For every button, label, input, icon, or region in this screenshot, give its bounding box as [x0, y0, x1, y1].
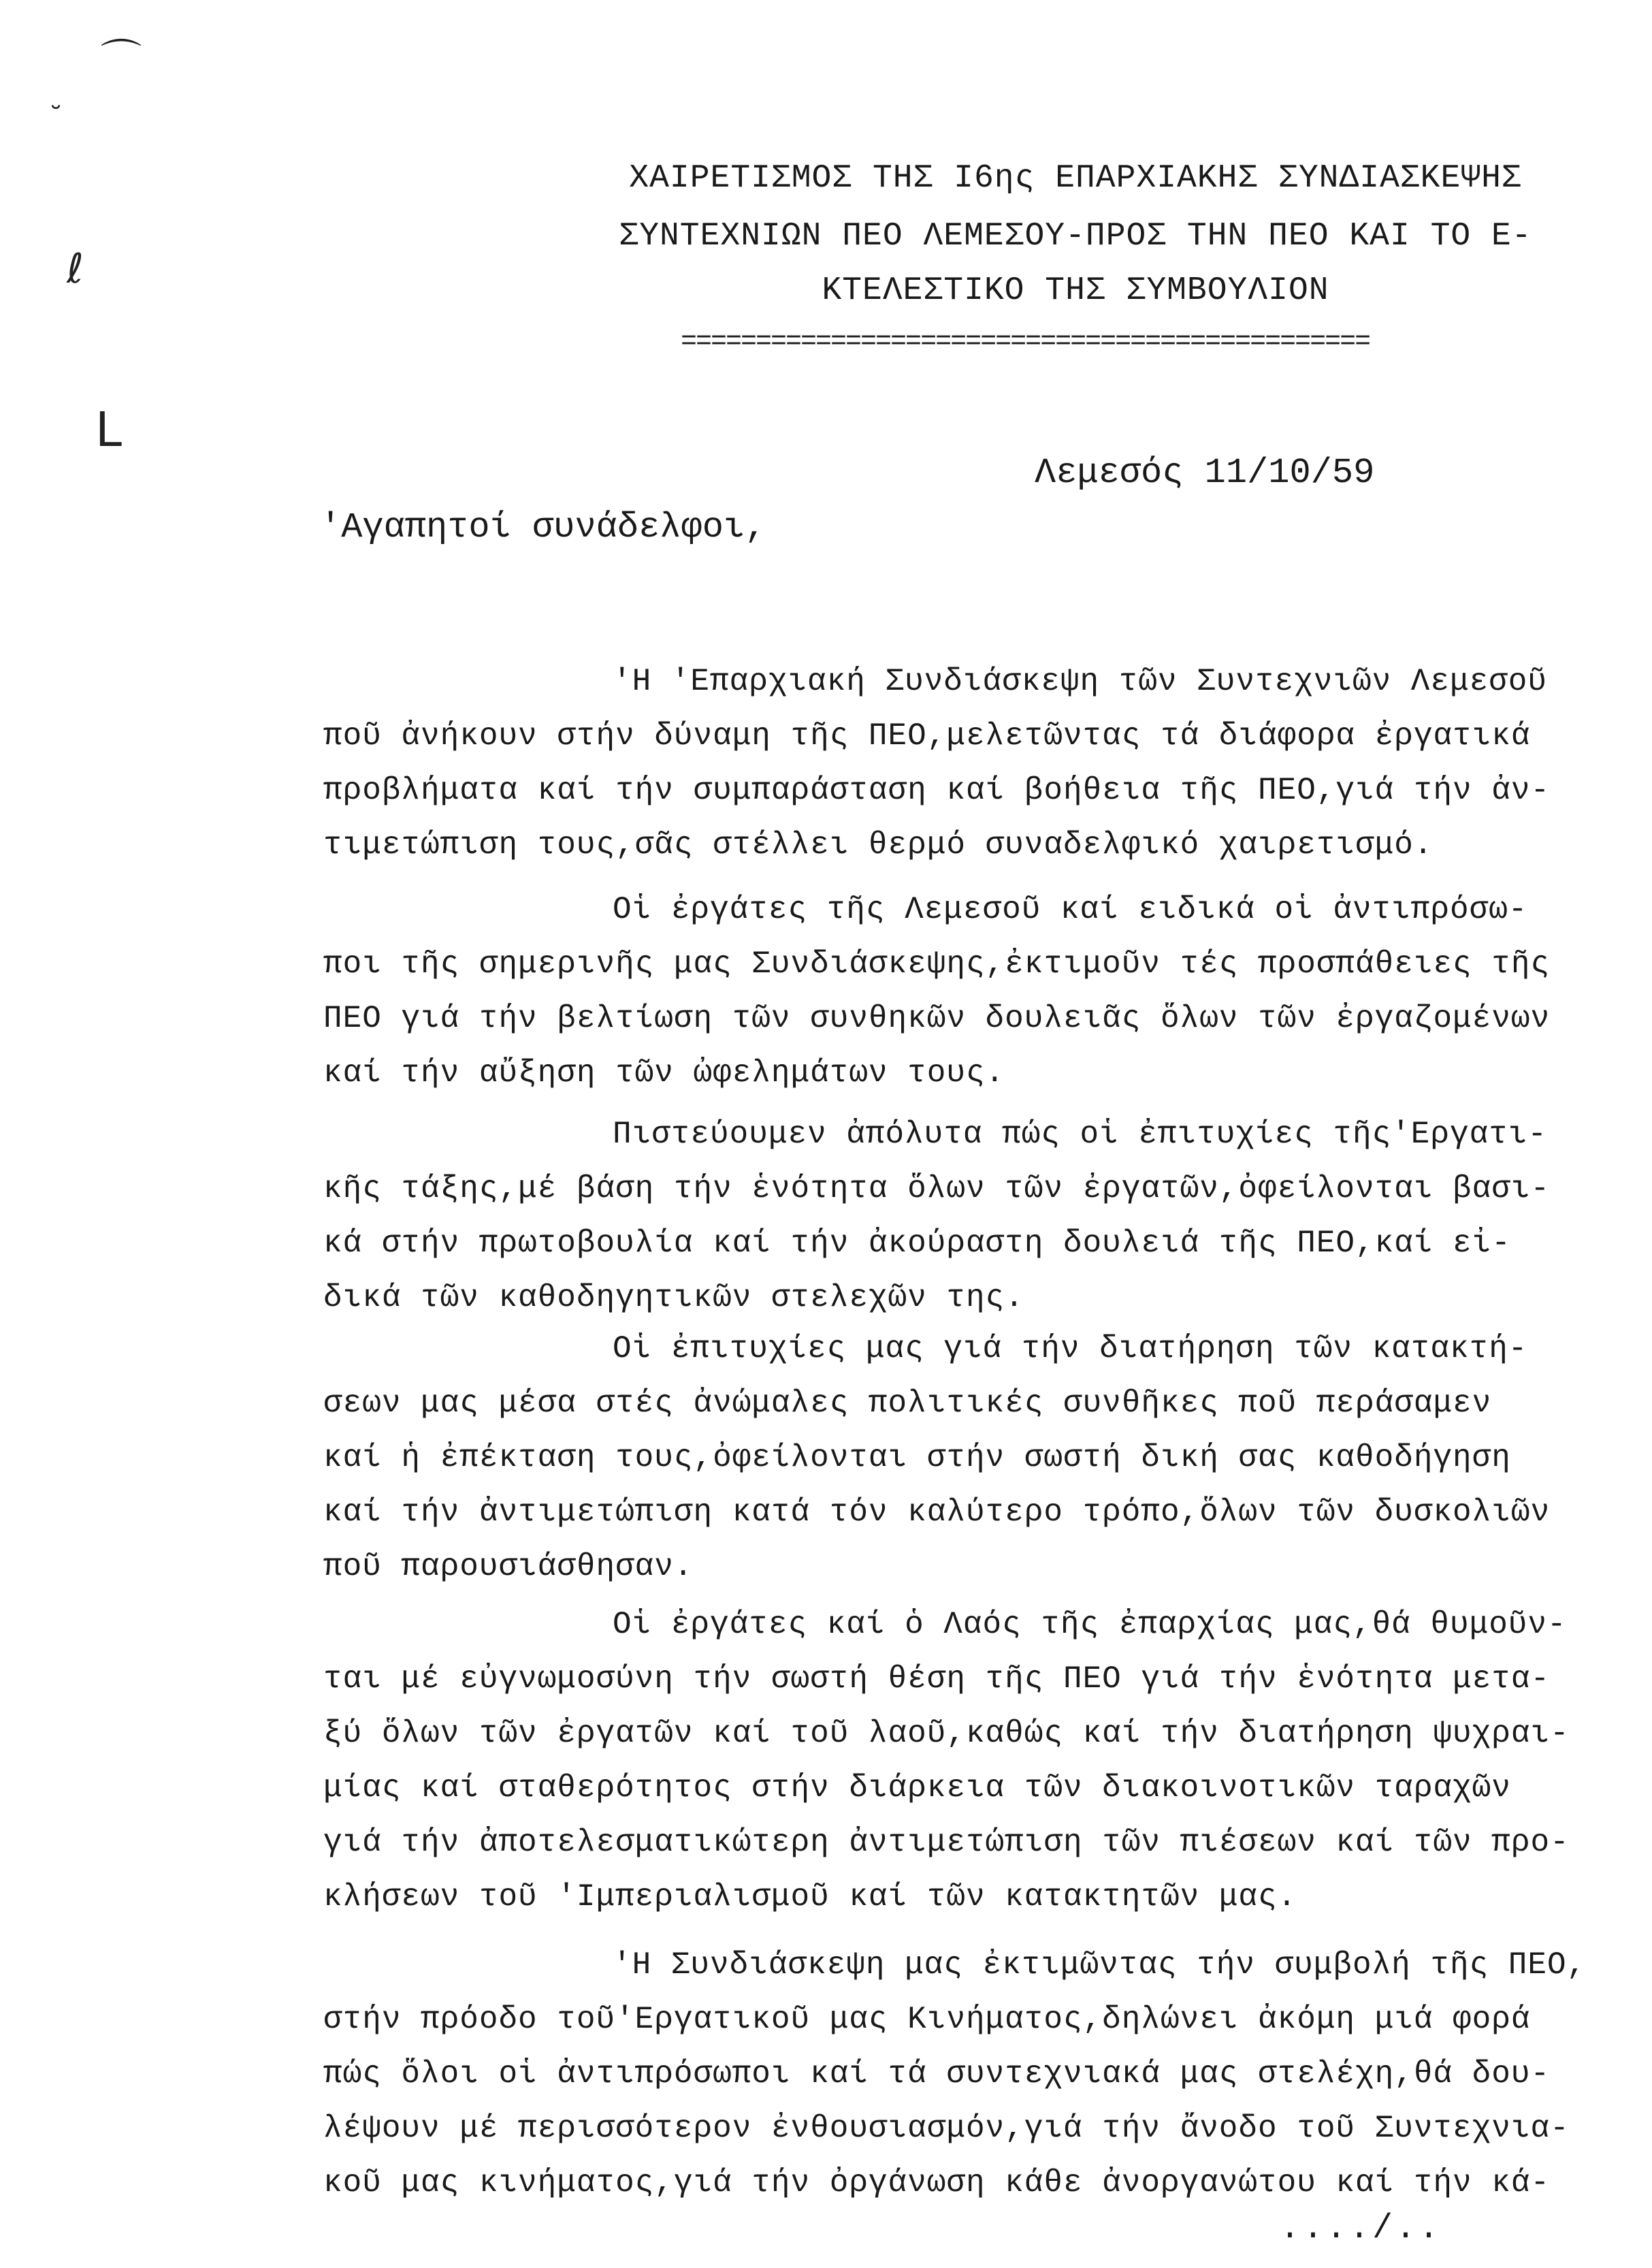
body-line: ξύ ὅλων τῶν ἐργατῶν καί τοῦ λαοῦ,καθώς καί τήν διατήρηση ψυχραι- [323, 1716, 1570, 1751]
body-line: στήν πρόοδο τοῦ'Εργατικοῦ μας Κινήματος,δηλώνει ἀκόμη μιά φορά [323, 2002, 1531, 2037]
body-line: Οἱ ἐργάτες καί ὁ Λαός τῆς ἐπαρχίας μας,θά θυμοῦν- [613, 1607, 1567, 1642]
body-line: προβλήματα καί τήν συμπαράσταση καί βοήθεια τῆς ΠΕΟ,γιά τήν ἀν- [323, 773, 1551, 808]
title-separator: ============================================== [681, 327, 1370, 357]
body-line: λέψουν μέ περισσότερον ἐνθουσιασμόν,γιά τήν ἄνοδο τοῦ Συντεχνια- [323, 2111, 1570, 2146]
body-line: πώς ὅλοι οἱ ἀντιπρόσωποι καί τά συντεχνιακά μας στελέχη,θά δου- [323, 2056, 1551, 2092]
document-title-line: ΧΑΙΡΕΤΙΣΜΟΣ ΤΗΣ Ι6ης ΕΠΑΡΧΙΑΚΗΣ ΣΥΝΔΙΑΣΚΕΨΗΣ [629, 160, 1522, 197]
letter-date: Λεμεσός 11/10/59 [1035, 453, 1375, 493]
body-line: κῆς τάξης,μέ βάση τήν ἑνότητα ὅλων τῶν ἐργατῶν,ὀφείλονται βασι- [323, 1171, 1551, 1207]
margin-mark: ℓ [67, 245, 84, 293]
body-line: σεων μας μέσα στές ἀνώμαλες πολιτικές συνθῆκες ποῦ περάσαμεν [323, 1386, 1492, 1421]
document-title-line: ΚΤΕΛΕΣΤΙΚΟ ΤΗΣ ΣΥΜΒΟΥΛΙΟΝ [822, 272, 1329, 309]
body-line: ποῦ παρουσιάσθησαν. [323, 1549, 694, 1584]
body-line: κά στήν πρωτοβουλία καί τήν ἀκούραστη δουλειά τῆς ΠΕΟ,καί εἰ- [323, 1226, 1511, 1261]
margin-mark: ˘ [49, 102, 63, 133]
body-line: κλήσεων τοῦ 'Ιμπεριαλισμοῦ καί τῶν κατακτητῶν μας. [323, 1879, 1297, 1915]
body-line: δικά τῶν καθοδηγητικῶν στελεχῶν της. [323, 1280, 1024, 1315]
body-line: καί ἡ ἐπέκταση τους,ὀφείλονται στήν σωστή δική σας καθοδήγηση [323, 1440, 1511, 1475]
body-line: ποι τῆς σημερινῆς μας Συνδιάσκεψης,ἐκτιμοῦν τές προσπάθειες τῆς [323, 946, 1551, 982]
body-line: τιμετώπιση τους,σᾶς στέλλει θερμό συναδελφικό χαιρετισμό. [323, 827, 1434, 863]
body-line: γιά τήν ἀποτελεσματικώτερη ἀντιμετώπιση τῶν πιέσεων καί τῶν προ- [323, 1825, 1570, 1860]
body-line: Οἱ ἐπιτυχίες μας γιά τήν διατήρηση τῶν κατακτή- [613, 1331, 1528, 1367]
body-line: καί τήν ἀντιμετώπιση κατά τόν καλύτερο τρόπο,ὅλων τῶν δυσκολιῶν [323, 1495, 1551, 1530]
body-line: ται μέ εὐγνωμοσύνη τήν σωστή θέση τῆς ΠΕΟ γιά τήν ἑνότητα μετα- [323, 1661, 1551, 1697]
body-line: μίας καί σταθερότητος στήν διάρκεια τῶν διακοινοτικῶν ταραχῶν [323, 1770, 1511, 1806]
body-line: καί τήν αὔξηση τῶν ὠφελημάτων τους. [323, 1055, 1005, 1091]
continuation-mark: ..../.. [1280, 2209, 1442, 2248]
body-line: κοῦ μας κινήματος,γιά τήν ὀργάνωση κάθε ἀνοργανώτου καί τήν κά- [323, 2165, 1551, 2201]
body-line: 'Η Συνδιάσκεψη μας ἐκτιμῶντας τήν συμβολή τῆς ΠΕΟ, [613, 1947, 1587, 1983]
body-line: Οἱ ἐργάτες τῆς Λεμεσοῦ καί ειδικά οἱ ἀντιπρόσω- [613, 892, 1528, 927]
document-title-line: ΣΥΝΤΕΧΝΙΩΝ ΠΕΟ ΛΕΜΕΣΟΥ-ΠΡΟΣ ΤΗΝ ΠΕΟ ΚΑΙ ΤΟ Ε- [619, 218, 1532, 255]
body-line: Πιστεύουμεν ἀπόλυτα πώς οἱ ἐπιτυχίες τῆς'Εργατι- [613, 1117, 1548, 1152]
body-line: ΠΕΟ γιά τήν βελτίωση τῶν συνθηκῶν δουλειᾶς ὅλων τῶν ἐργαζομένων [323, 1001, 1551, 1036]
margin-mark: ⌒ [101, 36, 142, 84]
salutation: 'Αγαπητοί συνάδελφοι, [320, 507, 766, 547]
margin-mark: ᒪ [95, 402, 122, 458]
body-line: ποῦ ἀνήκουν στήν δύναμη τῆς ΠΕΟ,μελετῶντας τά διάφορα ἐργατικά [323, 718, 1531, 754]
body-line: 'Η 'Επαρχιακή Συνδιάσκεψη τῶν Συντεχνιῶν Λεμεσοῦ [613, 664, 1548, 699]
